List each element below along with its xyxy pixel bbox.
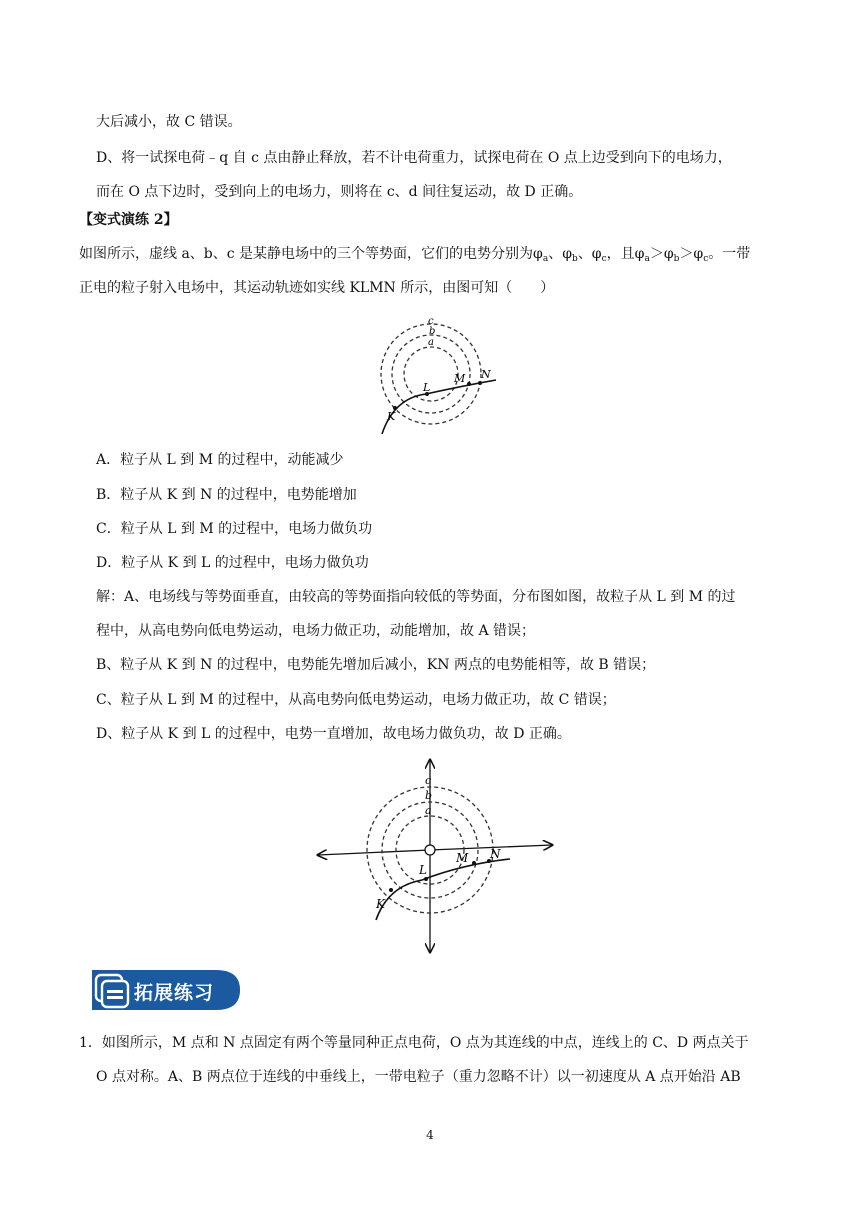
subscript: a [542,254,549,264]
point-k [389,888,393,892]
question-line: 正电的粒子射入电场中，其运动轨迹如实线 KLMN 所示，由图可知（ ） [79,280,555,296]
label-a: a [425,804,432,817]
point-m [467,382,471,386]
question-line [79,244,750,269]
option-c: C．粒子从 L 到 M 的过程中，电场力做负功 [96,521,373,537]
label-l: L [423,381,431,394]
subscript: b [673,254,680,264]
label-m: M [454,372,466,385]
label-a: a [428,337,434,348]
banner-title: 拓展练习 [134,982,215,1004]
exercise-line: 1．如图所示，M 点和 N 点固定有两个等量同种正点电荷，O 点为其连线的中点，连线上的 C、D 两点关于 [79,1035,749,1051]
label-k: K [376,897,385,911]
subscript: c [601,254,607,264]
label-l: L [419,863,427,877]
text-line: 而在 O 点下边时，受到向上的电场力，则将在 c、d 间往复运动，故 D 正确。 [96,184,583,200]
equipotential-figure [374,312,504,436]
text-run: ，且φ [606,246,645,262]
label-n: N [490,847,501,861]
label-c: c [428,316,434,327]
variant-heading: 【变式演练 2】 [79,212,178,228]
solution-line: 解：A、电场线与等势面垂直，由较高的等势面指向较低的等势面，分布图如图，故粒子从 L 到 M 的过 [96,589,736,605]
option-a: A．粒子从 L 到 M 的过程中，动能减少 [96,452,344,468]
text-run: 、φ [548,246,573,262]
page-number: 4 [426,1128,434,1142]
text-line: 大后减小，故 C 错误。 [96,114,242,130]
exercise-line: O 点对称。A、B 两点位于连线的中垂线上，一带电粒子（重力忽略不计）以一初速度从 A 点开始沿 AB [96,1069,741,1085]
solution-line: B、粒子从 K 到 N 的过程中，电势能先增加后减小，KN 两点的电势能相等，故 B 错误； [96,657,656,673]
text-run: ＞φ [649,246,674,262]
label-m: M [456,851,469,865]
figure-canvas [374,312,504,436]
text-run: 。一带 [708,246,751,262]
solution-line: C、粒子从 L 到 M 的过程中，从高电势向低电势运动，电场力做正功，故 C 错误； [96,692,616,708]
label-k: K [387,410,396,423]
text-run: 如图所示，虚线 a、b、c 是某静电场中的三个等势面，它们的电势分别为φ [79,246,543,262]
label-c: c [425,774,432,787]
point-l [424,877,428,881]
trajectory-klmn [376,859,510,920]
subscript: b [572,254,578,264]
text-line: D、将一试探电荷﹣q 自 c 点由静止释放，若不计电荷重力，试探电荷在 O 点上边受到向下的电场力， [96,150,732,166]
text-run: ＞φ [679,246,704,262]
option-d: D．粒子从 K 到 L 的过程中，电场力做负功 [96,555,369,571]
figure-canvas [314,756,556,956]
field-line-figure [314,756,556,956]
point-n [478,381,482,385]
subscript: c [703,254,709,264]
section-banner [88,968,243,1012]
solution-line: D、粒子从 K 到 L 的过程中，电势一直增加，故电场力做负功，故 D 正确。 [96,726,571,742]
solution-line: 程中，从高电势向低电势运动，电场力做正功，动能增加，故 A 错误； [96,623,536,639]
label-b: b [425,789,433,802]
point-m [472,861,476,865]
text-run: 、φ [577,246,602,262]
field-arrow-left [318,850,430,855]
option-b: B．粒子从 K 到 N 的过程中，电势能增加 [96,487,357,503]
label-b: b [429,326,436,337]
label-n: N [481,368,491,381]
subscript: a [644,254,650,264]
center-o [425,845,435,855]
